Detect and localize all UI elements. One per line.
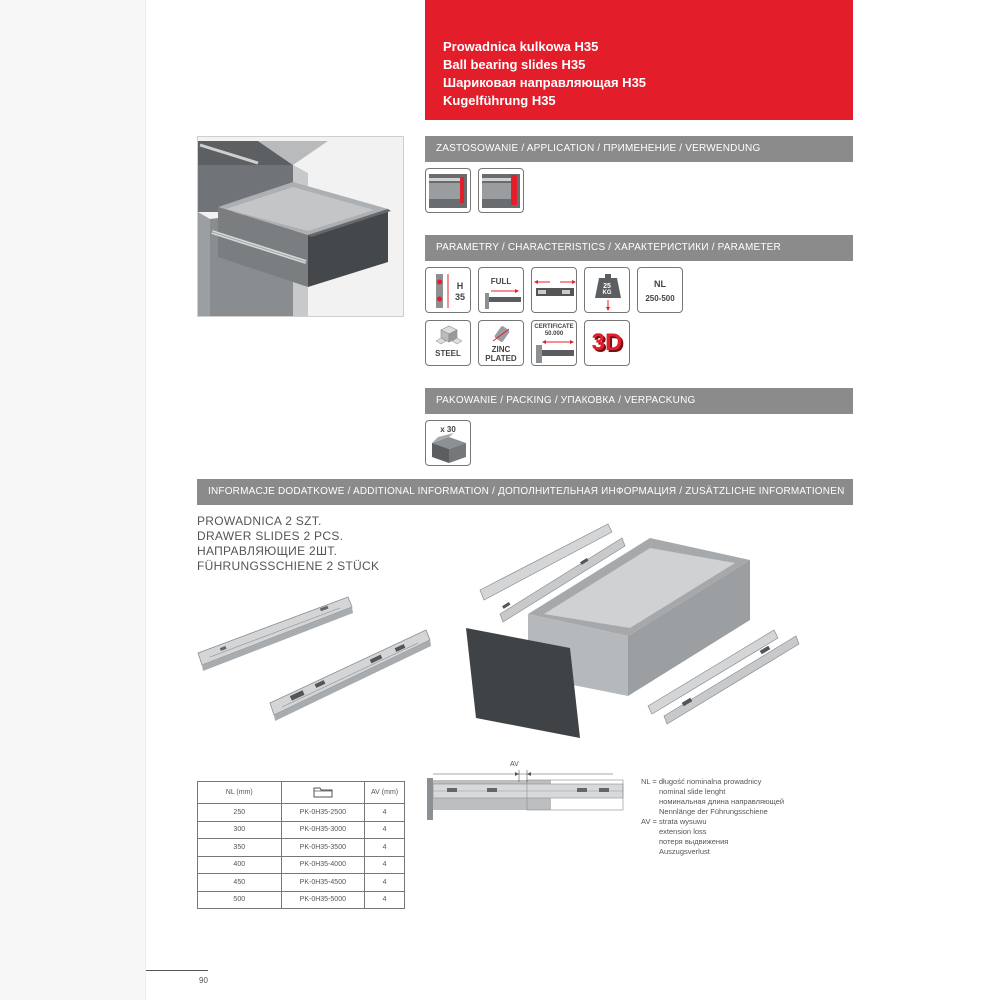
cell-av: 4	[365, 874, 405, 892]
cell-nl: 300	[198, 821, 282, 839]
cell-av: 4	[365, 839, 405, 857]
extension-label: FULL	[490, 277, 512, 286]
spec-table-header	[198, 782, 405, 804]
folder-icon	[313, 793, 333, 800]
height-value: 35	[454, 292, 465, 302]
steel-material-icon	[425, 320, 471, 366]
footer-divider	[146, 970, 208, 971]
page-number: 90	[199, 976, 208, 985]
legend-nl-key: NL = długość nominalna prowadnicy	[641, 777, 762, 786]
load-value: 25	[603, 283, 611, 290]
hero-drawer-image	[197, 136, 404, 317]
three-d-label: 3D	[591, 329, 623, 356]
table-row	[198, 874, 405, 892]
cell-code: PK-0H35-3000	[281, 821, 365, 839]
cell-code: PK-0H35-2500	[281, 804, 365, 822]
legend-av-ru: потеря выдвижения	[659, 837, 729, 846]
cell-av: 4	[365, 821, 405, 839]
legend-nl-de: Nennlänge der Führungsschiene	[659, 807, 768, 816]
nominal-length-icon	[637, 267, 683, 313]
cell-code: PK-0H35-4000	[281, 856, 365, 874]
cell-nl: 500	[198, 891, 282, 909]
nl-range: 250-500	[645, 294, 675, 303]
legend-av-en: extension loss	[659, 827, 707, 836]
info-line-en: DRAWER SLIDES 2 PCS.	[197, 529, 344, 543]
additional-info-text	[197, 514, 379, 574]
soft-close-icon	[531, 267, 577, 313]
coating-line2: PLATED	[485, 354, 517, 363]
slide-side-view-diagram	[427, 760, 627, 822]
section-characteristics: PARAMETRY / CHARACTERISTICS / ХАРАКТЕРИСТИКИ / PARAMETER	[425, 235, 853, 261]
page-edge	[0, 0, 146, 1000]
certificate-icon	[531, 320, 577, 366]
cell-av: 4	[365, 891, 405, 909]
title-de: Kugelführung H35	[443, 93, 556, 108]
cell-code: PK-0H35-3500	[281, 839, 365, 857]
cell-code: PK-0H35-4500	[281, 874, 365, 892]
cell-nl: 250	[198, 804, 282, 822]
zinc-plated-icon	[478, 320, 524, 366]
table-row	[198, 856, 405, 874]
3d-adjustment-icon	[584, 320, 630, 366]
coating-line1: ZINC	[491, 345, 511, 354]
info-line-ru: НАПРАВЛЯЮЩИЕ 2ШТ.	[197, 544, 338, 558]
header-title-box	[425, 0, 853, 120]
header-folder	[281, 782, 365, 804]
info-line-de: FÜHRUNGSSCHIENE 2 STÜCK	[197, 559, 380, 573]
table-row	[198, 891, 405, 909]
av-label: AV	[510, 761, 519, 768]
height-h35-icon	[425, 267, 471, 313]
cell-nl: 400	[198, 856, 282, 874]
cell-code: PK-0H35-5000	[281, 891, 365, 909]
application-icon-overlay	[478, 168, 524, 213]
legend-av-de: Auszugsverlust	[659, 847, 710, 856]
cell-av: 4	[365, 804, 405, 822]
cell-av: 4	[365, 856, 405, 874]
height-letter: H	[456, 281, 464, 291]
legend-av-key: AV = strata wysuwu	[641, 817, 707, 826]
slides-pair-illustration	[190, 585, 435, 725]
legend-nl-en: nominal slide lenght	[659, 787, 726, 796]
section-packing: PAKOWANIE / PACKING / УПАКОВКА / VERPACKUNG	[425, 388, 853, 414]
nl-label: NL	[654, 279, 666, 289]
table-row	[198, 821, 405, 839]
table-row	[198, 804, 405, 822]
section-additional-info: INFORMACJE DODATKOWE / ADDITIONAL INFORMATION / ДОПОЛНИТЕЛЬНАЯ ИНФОРМАЦИЯ / ZUSÄTZLICHE INFORMATIONEN	[197, 479, 853, 505]
cell-nl: 450	[198, 874, 282, 892]
title-ru: Шариковая направляющая H35	[443, 75, 647, 90]
legend-nl-ru: номинальная длина направляющей	[659, 797, 785, 806]
material-label: STEEL	[435, 349, 461, 358]
packing-box-icon	[425, 420, 471, 466]
cert-cycles: 50.000	[544, 331, 564, 337]
cert-label: CERTIFICATE	[534, 324, 574, 330]
cell-nl: 350	[198, 839, 282, 857]
header-av: AV (mm)	[365, 782, 405, 804]
legend	[641, 777, 784, 857]
spec-table	[197, 781, 405, 909]
load-weight-icon	[584, 267, 630, 313]
title-pl: Prowadnica kulkowa H35	[443, 39, 599, 54]
load-unit: KG	[602, 290, 612, 296]
drawer-assembly-illustration	[460, 518, 800, 743]
product-titles	[443, 38, 646, 110]
full-extension-icon	[478, 267, 524, 313]
application-icon-inset	[425, 168, 471, 213]
section-application: ZASTOSOWANIE / APPLICATION / ПРИМЕНЕНИЕ / VERWENDUNG	[425, 136, 853, 162]
header-nl: NL (mm)	[198, 782, 282, 804]
packing-quantity: x 30	[440, 425, 456, 434]
table-row	[198, 839, 405, 857]
info-line-pl: PROWADNICA 2 SZT.	[197, 514, 322, 528]
title-en: Ball bearing slides H35	[443, 57, 586, 72]
